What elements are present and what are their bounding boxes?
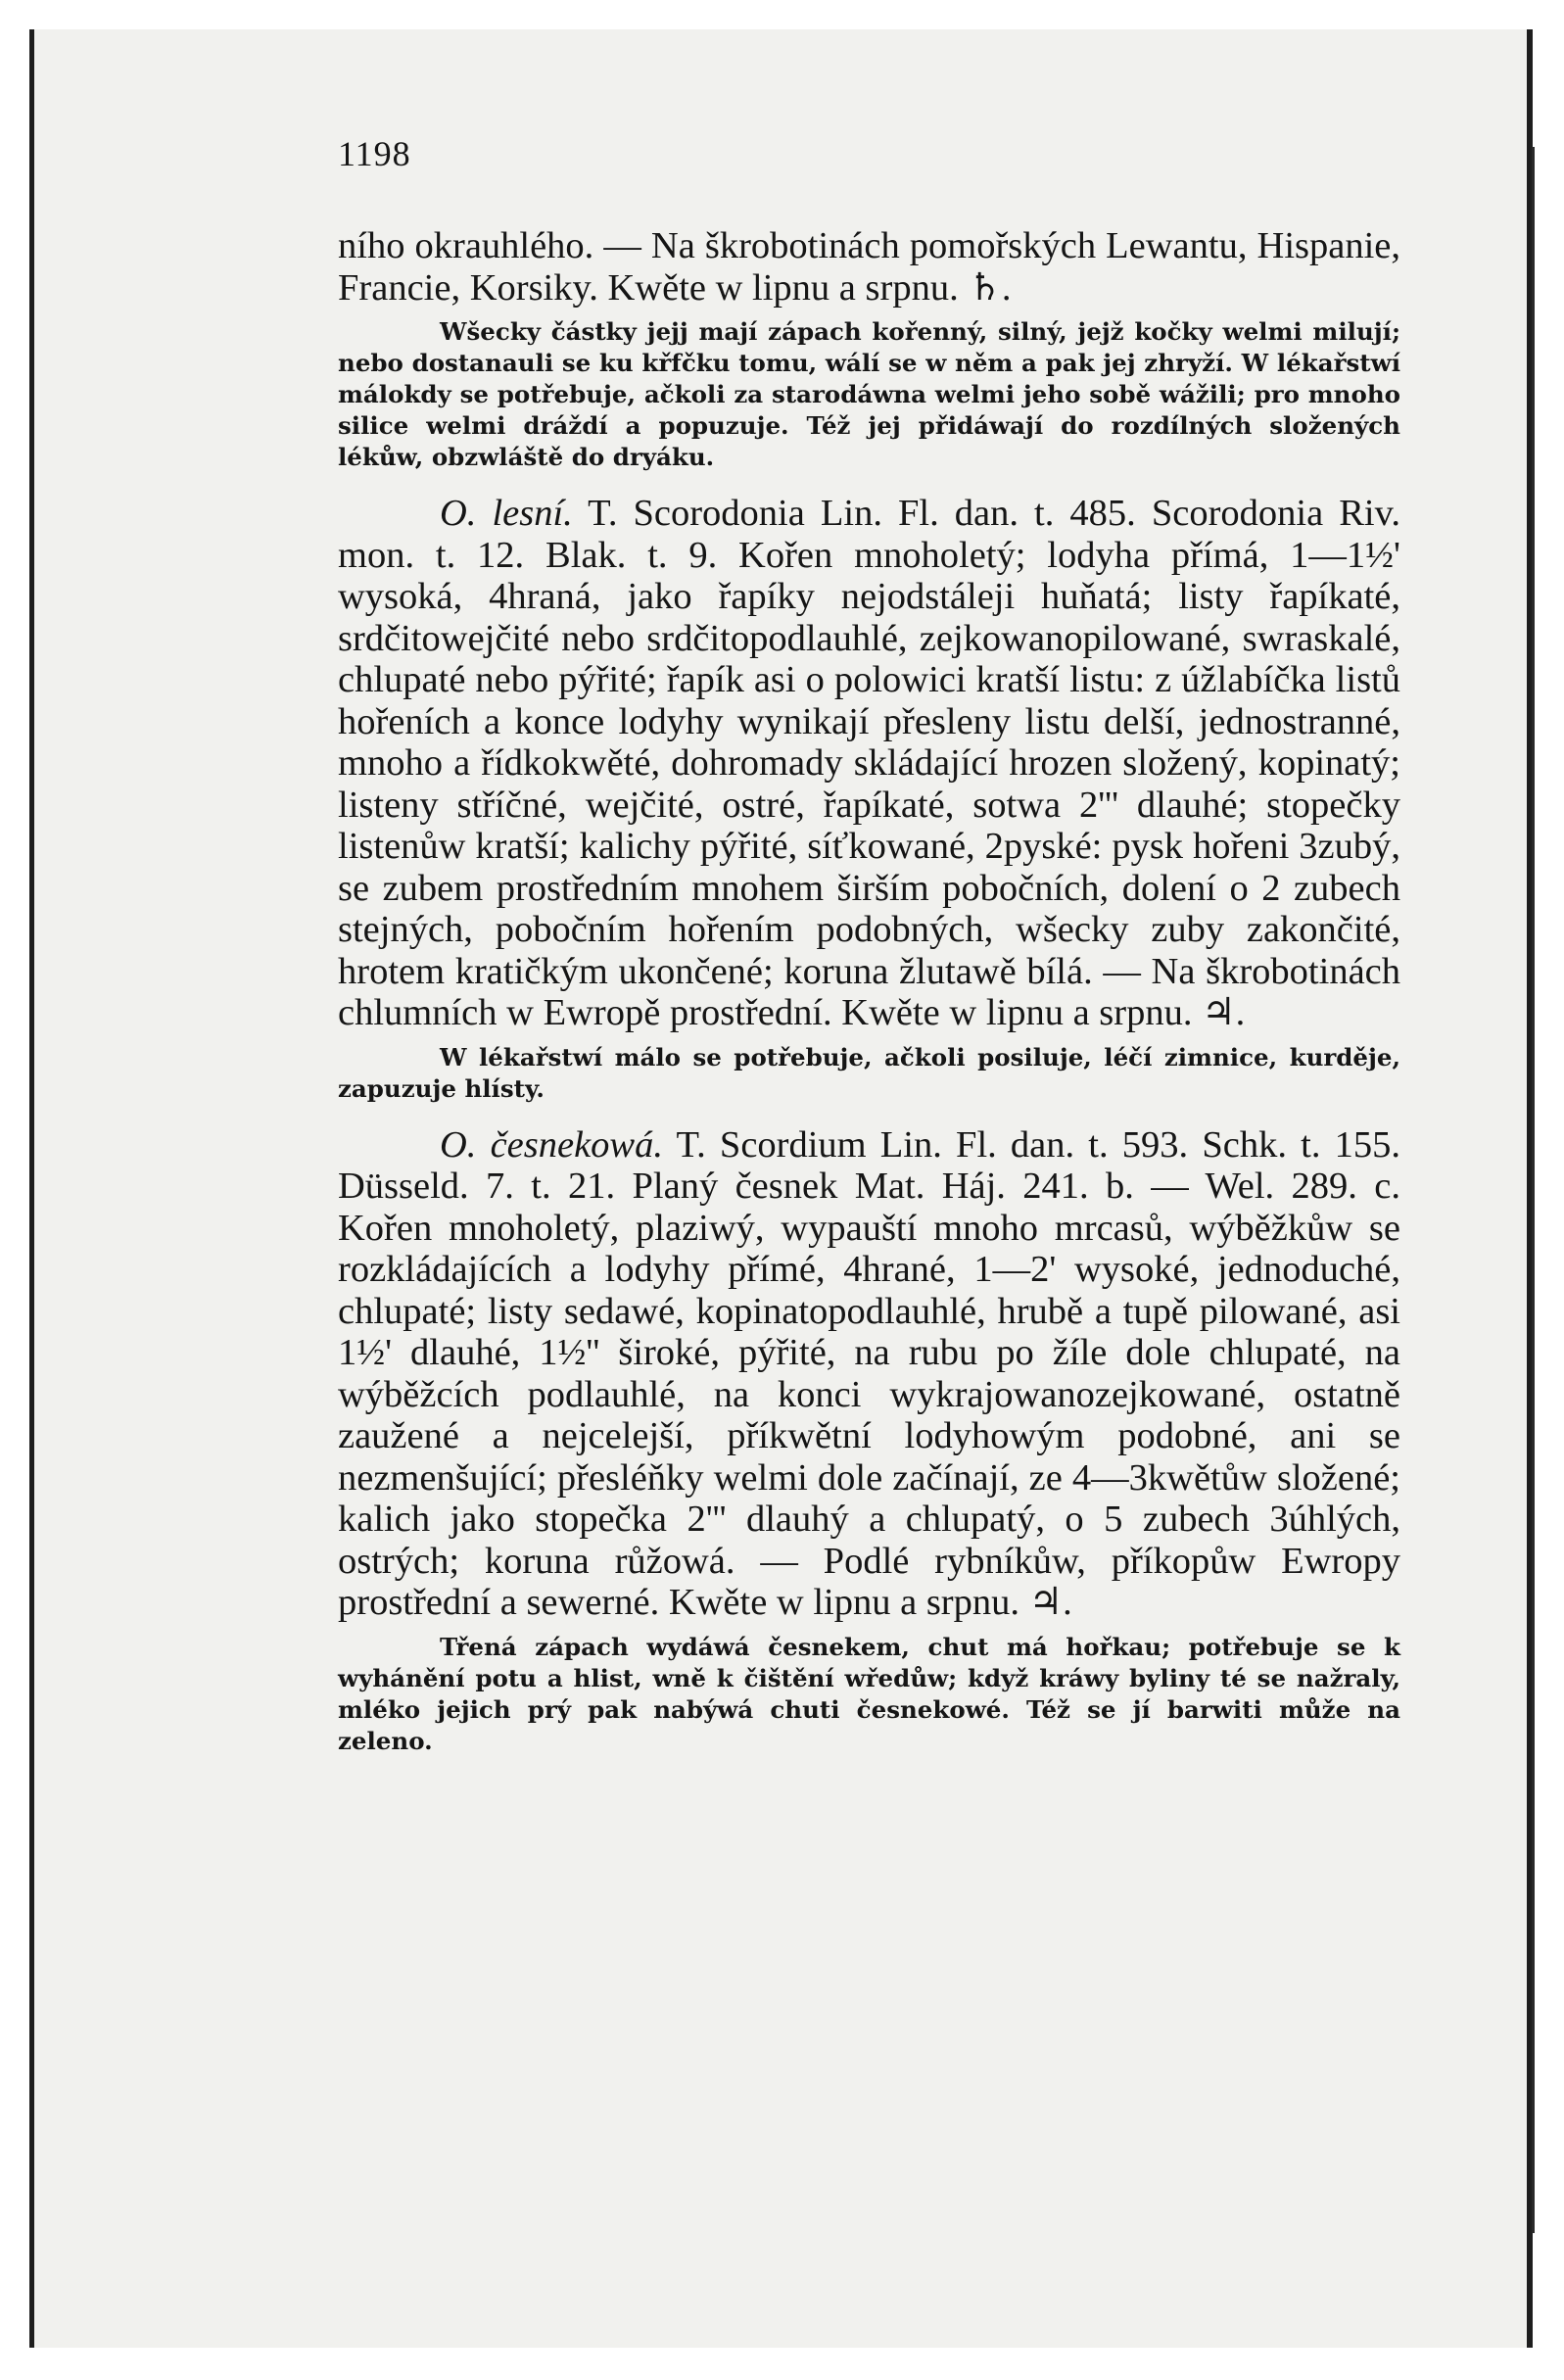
page-edge-line	[1532, 147, 1535, 2233]
species-description: T. Scordium Lin. Fl. dan. t. 593. Schk. t. 155. Düsseld. 7. t. 21. Planý česnek Mat. Háj. 241. b. — Wel. 289. c. Kořen mnoholetý, plaziwý, wypauští mnoho mrcasů, wýběžkůw se rozkládajících a lodyhy přímé, 4hrané, 1—2' wysoké, jednoduché, chlupaté; listy sedawé, kopinatopodlauhlé, hrubě a tupě pilowané, asi 1½' dlauhé, 1½'' široké, pýřité, na rubu po žíle dole chlupaté, na wýběžcích podlauhlé, na konci wykrajowanozejkowané, ostatně zaužené a nejcelejší, příkwětní lodyhowým podobné, ani se nezmenšující; přesléňky welmi dole začínají, ze 4—3kwětůw složené; kalich jako stopečka 2''' dlauhý a chlupatý, o 5 zubech 3úhlých, ostrých; koruna růžowá. — Podlé rybníkůw, příkopůw Ewropy prostřední a sewerné. Kwěte w lipnu a srpnu. ♃.	[338, 1123, 1400, 1623]
page-number: 1198	[338, 134, 411, 173]
note-paragraph: Wšecky částky jejj mají zápach kořenný, silný, jejž kočky welmi milují; nebo dostanauli se ku křfčku tomu, wálí se w něm a pak jej zhryží. W lékařstwí málokdy se potřebuje, ačkoli za starodáwna welmi jeho sobě wážili; pro mnoho silice welmi dráždí a popuzuje. Též jej přidáwají do rozdílných složených lékůw, obzwláště do dryáku.	[338, 317, 1400, 471]
paragraph-continuation: ního okrauhlého. — Na škrobotinách pomořských Lewantu, Hispanie, Francie, Korsiky. Kwěte w lipnu a srpnu. ♄.	[338, 225, 1400, 309]
species-entry-lesni	[338, 493, 1400, 1034]
species-name: O. česnekowá.	[440, 1123, 663, 1166]
species-entry-cesnekowa	[338, 1124, 1400, 1624]
species-name: O. lesní.	[440, 493, 573, 534]
book-page	[338, 133, 1400, 1775]
note-paragraph: W lékařstwí málo se potřebuje, ačkoli posiluje, léčí zimnice, kurděje, zapuzuje hlísty.	[338, 1042, 1400, 1103]
species-description: T. Scorodonia Lin. Fl. dan. t. 485. Scorodonia Riv. mon. t. 12. Blak. t. 9. Kořen mnoholetý; lodyha přímá, 1—1½' wysoká, 4hraná, jako řapíky nejodstáleji huňatá; listy řapíkaté, srdčitowejčité nebo srdčitopodlauhlé, zejkowanopilowané, swraskalé, chlupaté nebo pýřité; řapík asi o polowici kratší listu: z úžlabíčka listů hořeních a konce lodyhy wynikají přesleny listu delší, jednostranné, mnoho a řídkokwěté, dohromady skládající hrozen složený, kopinatý; listeny stříčné, wejčité, ostré, řapíkaté, sotwa 2''' dlauhé; stopečky listenůw kratší; kalichy pýřité, síťkowané, 2pyské: pysk hořeni 3zubý, se zubem prostředním mnohem širším pobočních, dolení o 2 zubech stejných, pobočním hořením podobných, wšecky zuby zakončité, hrotem kratičkým ukončené; koruna žlutawě bílá. — Na škrobotinách chlumních w Ewropě prostřední. Kwěte w lipnu a srpnu. ♃.	[338, 493, 1400, 1033]
note-paragraph: Třená zápach wydáwá česnekem, chut má hořkau; potřebuje se k wyhánění potu a hlist, wně k čištění wředůw; když kráwy byliny té se nažraly, mléko jejich prý pak nabýwá chuti česnekowé. Též se jí barwiti může na zeleno.	[338, 1632, 1400, 1755]
